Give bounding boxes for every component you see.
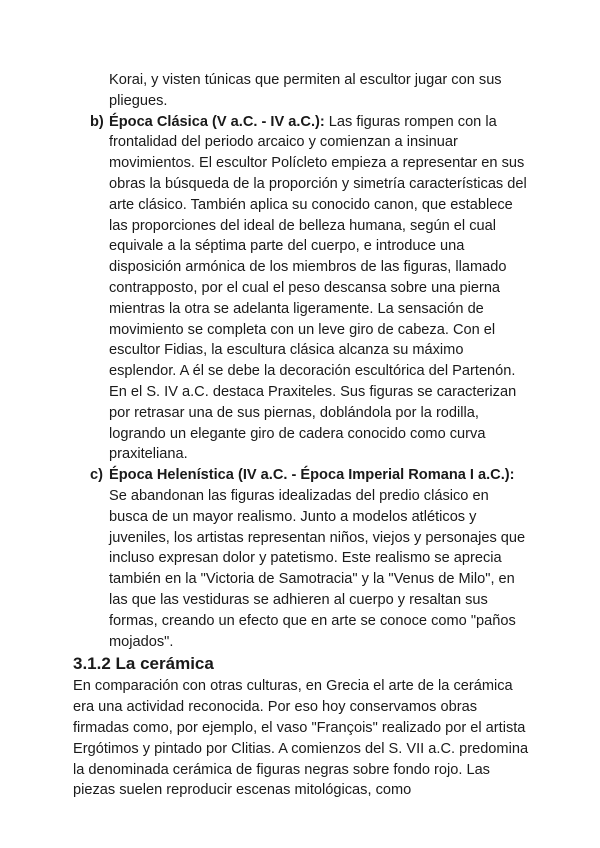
list-item-lead: Época Clásica (V a.C. - IV a.C.): xyxy=(109,113,325,130)
list-item-text: Las figuras rompen con la frontalidad del periodo arcaico y comienzan a insinuar movimientos. El escultor Polícleto empieza a representar en sus obras la búsqueda de la proporción y simetría características del arte clásico. También aplica su conocido canon, que establece las proporciones del ideal de belleza humana, según el cual equivale a la séptima parte del cuerpo, e introduce una disposición armónica de los miembros de las figuras, llamado contrapposto, por el cual el peso descansa sobre una pierna mientras la otra se adelanta ligeramente. La sensación de movimiento se completa con un leve giro de cabeza. Con el escultor Fidias, la escultura clásica alcanza su máximo esplendor. A él se debe la decoración escultórica del Partenón. En el S. IV a.C. destaca Praxiteles. Sus figuras se caracterizan por retrasar una de sus piernas, doblándola por la rodilla, logrando un elegante giro de cadera conocido como curva praxiteliana. xyxy=(109,113,527,463)
document-page xyxy=(0,70,600,801)
section-heading: 3.1.2 La cerámica xyxy=(73,654,214,674)
list-item-continuation: Korai, y visten túnicas que permiten al escultor jugar con sus pliegues. xyxy=(109,72,502,109)
list-marker: c) xyxy=(90,467,103,484)
list-item-epoca-helenistica xyxy=(90,465,529,652)
list-item-lead: Época Helenística (IV a.C. - Época Imperial Romana I a.C.): xyxy=(109,467,515,484)
list-marker: b) xyxy=(90,113,104,130)
list-item-text: Se abandonan las figuras idealizadas del predio clásico en busca de un mayor realismo. Junto a modelos atléticos y juveniles, los artistas representan niños, viejos y personajes que incluso expresan dolor y patetismo. Este realismo se aprecia también en la "Victoria de Samotracia" y la "Venus de Milo", en las que las vestiduras se adhieren al cuerpo y resaltan sus formas, creando un efecto que en arte se conoce como "paños mojados". xyxy=(109,487,526,650)
section-paragraph: En comparación con otras culturas, en Grecia el arte de la cerámica era una actividad reconocida. Por eso hoy conservamos obras firmadas como, por ejemplo, el vaso "François" realizado por el artista Ergótimos y pintado por Clitias. A comienzos del S. VII a.C. predomina la denominada cerámica de figuras negras sobre fondo rojo. Las piezas suelen reproducir escenas mitológicas, como xyxy=(73,678,529,799)
list-item-epoca-clasica xyxy=(90,112,529,466)
